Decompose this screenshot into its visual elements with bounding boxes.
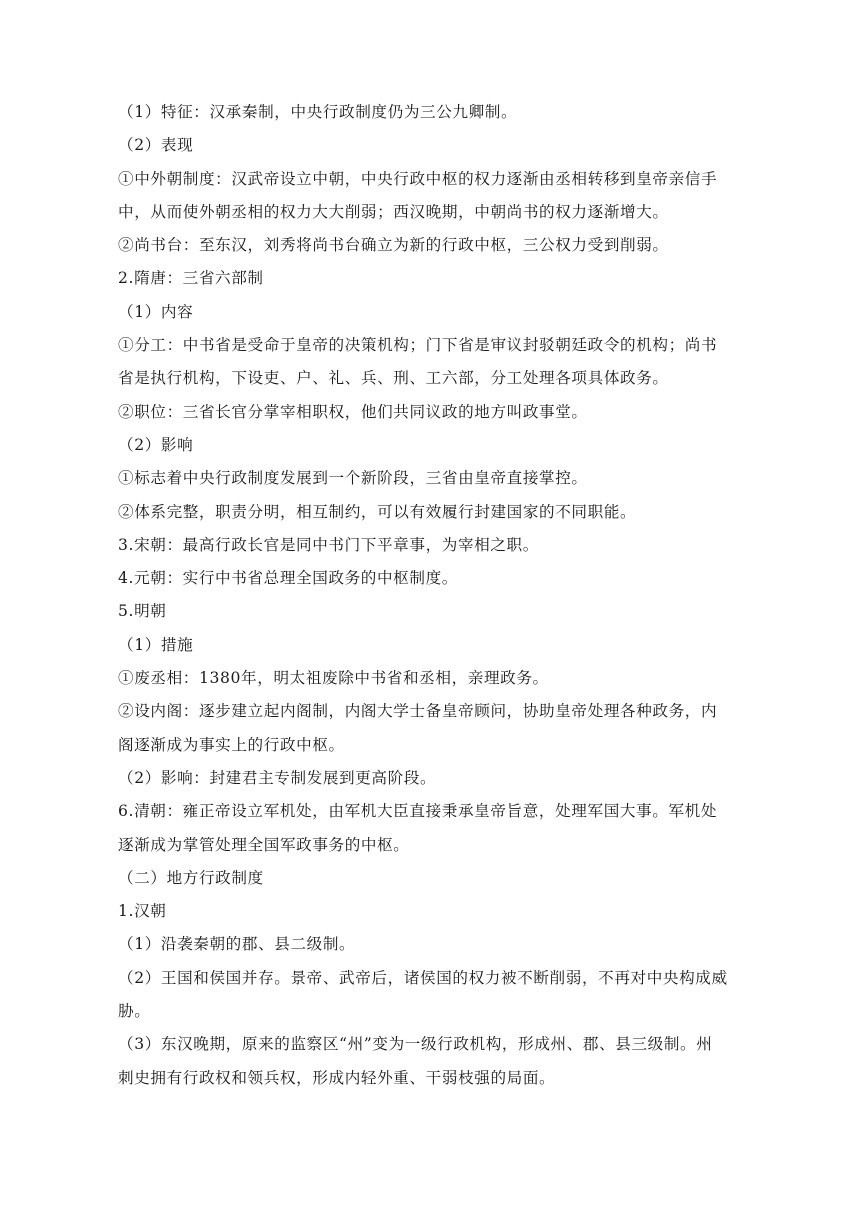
text-line: （1）措施 <box>118 635 194 654</box>
text-line: 省是执行机构，下设吏、户、礼、兵、刑、工六部，分工处理各项具体政务。 <box>118 369 669 388</box>
text-line: ①分工：中书省是受命于皇帝的决策机构；门下省是审议封驳朝廷政令的机构；尚书 <box>118 336 718 355</box>
text-line: （2）表现 <box>118 136 194 155</box>
text-line: 5.明朝 <box>118 602 167 621</box>
text-line: 胁。 <box>118 1002 151 1021</box>
text-line: ①标志着中央行政制度发展到一个新阶段，三省由皇帝直接掌控。 <box>118 469 588 488</box>
text-line: ①废丞相：1380年，明太祖废除中书省和丞相，亲理政务。 <box>118 669 549 688</box>
text-line: 阁逐渐成为事实上的行政中枢。 <box>118 735 345 754</box>
text-line: （1）特征：汉承秦制，中央行政制度仍为三公九卿制。 <box>118 103 518 121</box>
text-line: （3）东汉晚期，原来的监察区“州”变为一级行政机构，形成州、郡、县三级制。州 <box>118 1035 713 1054</box>
text-line: （2）王国和侯国并存。景帝、武帝后，诸侯国的权力被不断削弱，不再对中央构成威 <box>118 968 728 987</box>
text-line: ②体系完整，职责分明，相互制约，可以有效履行封建国家的不同职能。 <box>118 502 637 521</box>
text-line: 2.隋唐：三省六部制 <box>118 269 264 288</box>
text-line: 4.元朝：实行中书省总理全国政务的中枢制度。 <box>118 569 458 588</box>
text-line: ②尚书台：至东汉，刘秀将尚书台确立为新的行政中枢，三公权力受到削弱。 <box>118 236 669 255</box>
text-line: ②设内阁：逐步建立起内阁制，内阁大学士备皇帝顾问，协助皇帝处理各种政务，内 <box>118 702 718 721</box>
text-line: 刺史拥有行政权和领兵权，形成内轻外重、干弱枝强的局面。 <box>118 1068 556 1087</box>
text-line: （2）影响 <box>118 435 194 454</box>
text-line: （1）沿袭秦朝的郡、县二级制。 <box>118 935 356 954</box>
text-line: （2）影响：封建君主专制发展到更高阶段。 <box>118 768 437 787</box>
document-body <box>118 101 758 1089</box>
text-line: 逐渐成为掌管处理全国军政事务的中枢。 <box>118 835 410 854</box>
text-line: （二）地方行政制度 <box>118 868 264 887</box>
text-line: 6.清朝：雍正帝设立军机处，由军机大臣直接秉承皇帝旨意，处理军国大事。军机处 <box>118 802 718 821</box>
text-line: （1）内容 <box>118 302 194 321</box>
text-line: ②职位：三省长官分掌宰相职权，他们共同议政的地方叫政事堂。 <box>118 402 588 421</box>
text-line: 中，从而使外朝丞相的权力大大削弱；西汉晚期，中朝尚书的权力逐渐增大。 <box>118 202 669 221</box>
text-line: ①中外朝制度：汉武帝设立中朝，中央行政中枢的权力逐渐由丞相转移到皇帝亲信手 <box>118 169 718 188</box>
text-line: 3.宋朝：最高行政长官是同中书门下平章事，为宰相之职。 <box>118 535 539 554</box>
text-line: 1.汉朝 <box>118 902 167 921</box>
